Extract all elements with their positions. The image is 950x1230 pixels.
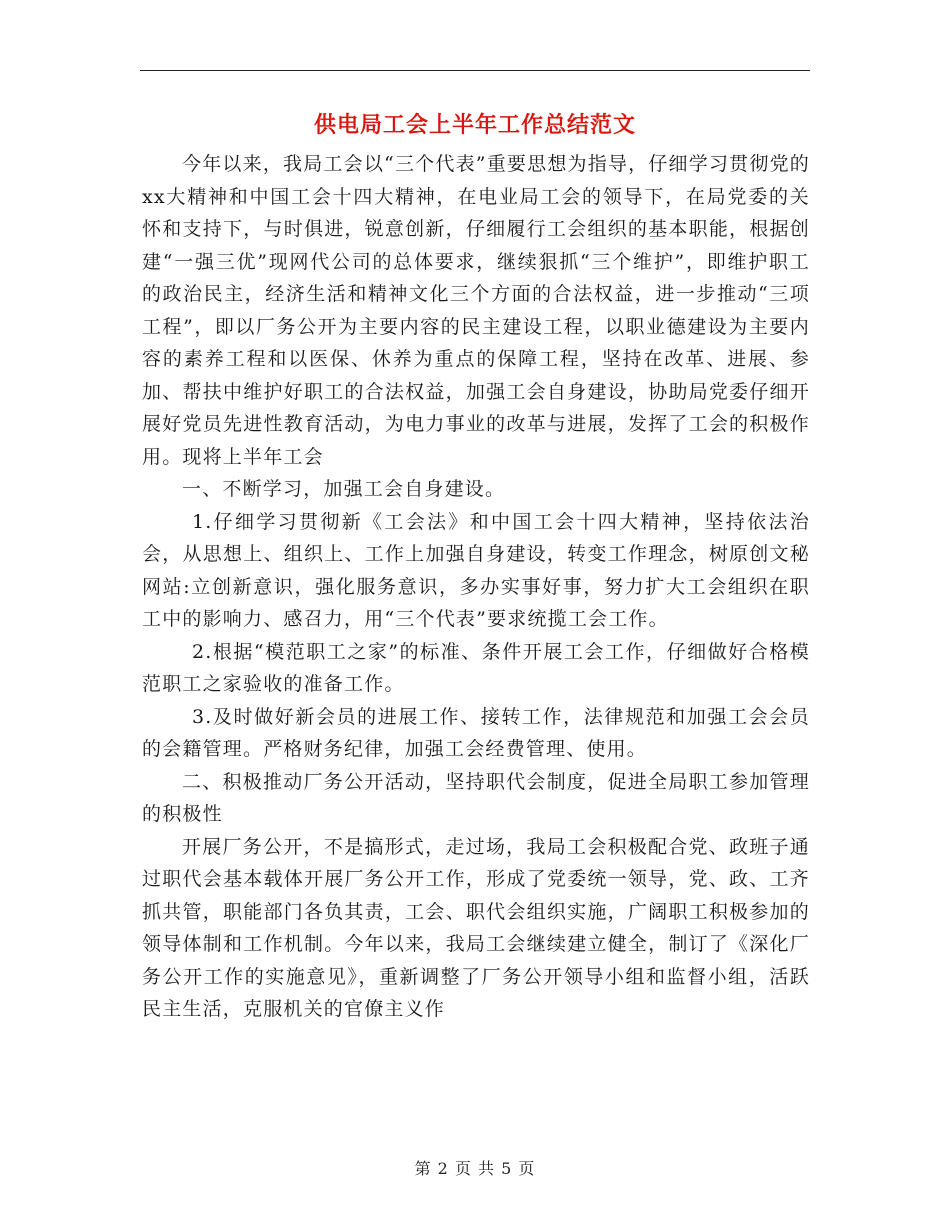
- list-item-1: 1.仔细学习贯彻新《工会法》和中国工会十四大精神，坚持依法治会，从思想上、组织上、工作上加强自身建设，转变工作理念，树原创文秘网站:立创新意识，强化服务意识，多办实事好事，努力扩大工会组织在职工中的影响力、感召力，用“三个代表”要求统揽工会工作。: [142, 510, 810, 630]
- document-title: 供电局工会上半年工作总结范文: [313, 112, 636, 138]
- document-body: [142, 148, 810, 1026]
- page-number-footer: 第 2 页 共 5 页: [414, 1159, 536, 1178]
- section-heading-1: 一、不断学习，加强工会自身建设。: [182, 478, 506, 500]
- intro-paragraph: 今年以来，我局工会以“三个代表”重要思想为指导，仔细学习贯彻党的xx大精神和中国工会十四大精神，在电业局工会的领导下，在局党委的关怀和支持下，与时俱进，锐意创新，仔细履行工会组织的基本职能，根据创建“一强三优”现网代公司的总体要求，继续狠抓“三个维护”，即维护职工的政治民主，经济生活和精神文化三个方面的合法权益，进一步推动“三项工程”，即以厂务公开为主要内容的民主建设工程，以职业德建设为主要内容的素养工程和以医保、休养为重点的保障工程，坚持在改革、进展、参加、帮扶中维护好职工的合法权益，加强工会自身建设，协助局党委仔细开展好党员先进性教育活动，为电力事业的改革与进展，发挥了工会的积极作用。现将上半年工会: [142, 153, 810, 468]
- list-item-2: 2.根据“模范职工之家”的标准、条件开展工会工作，仔细做好合格模范职工之家验收的准备工作。: [142, 640, 810, 695]
- section-heading-2: 二、积极推动厂务公开活动，坚持职代会制度，促进全局职工参加管理的积极性: [142, 770, 810, 825]
- header-rule: [140, 70, 810, 71]
- body-paragraph: 开展厂务公开，不是搞形式，走过场，我局工会积极配合党、政班子通过职代会基本载体开展厂务公开工作，形成了党委统一领导，党、政、工齐抓共管，职能部门各负其责，工会、职代会组织实施，广阔职工积极参加的领导体制和工作机制。今年以来，我局工会继续建立健全，制订了《深化厂务公开工作的实施意见》，重新调整了厂务公开领导小组和监督小组，活跃民主生活，克服机关的官僚主义作: [142, 835, 810, 1020]
- list-item-3: 3.及时做好新会员的进展工作、接转工作，法律规范和加强工会会员的会籍管理。严格财务纪律，加强工会经费管理、使用。: [142, 705, 810, 760]
